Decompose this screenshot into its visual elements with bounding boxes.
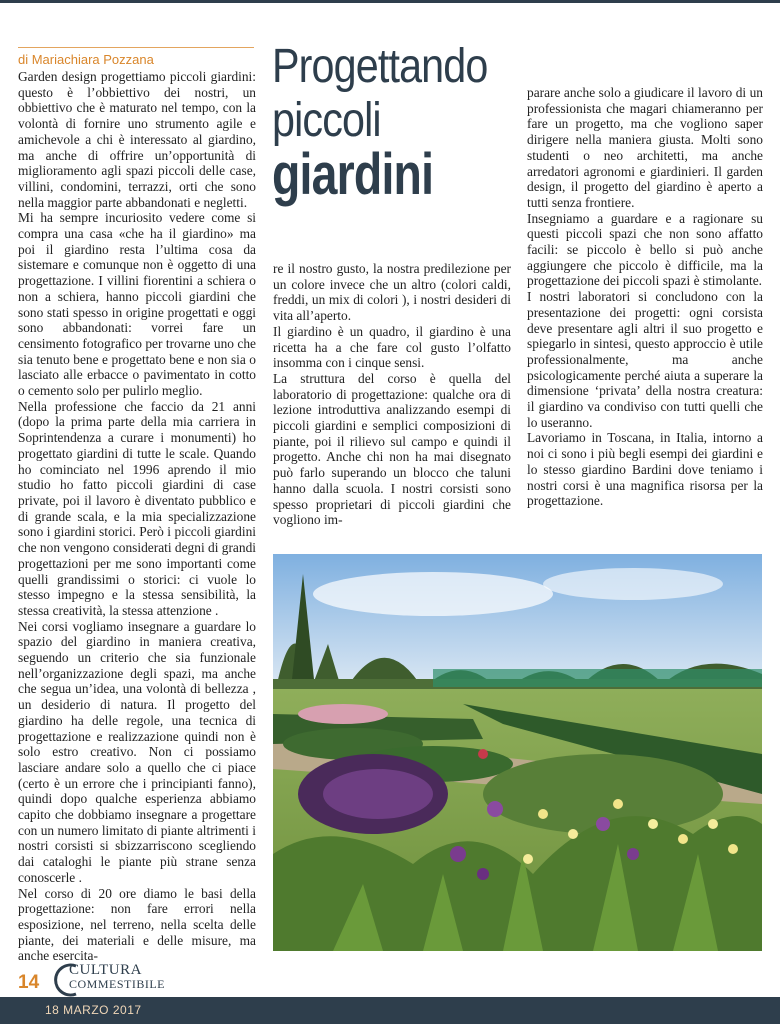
- paragraph: Nella professione che faccio da 21 anni (dopo la prima parte della mia carriera in Soprintendenza a curare i monumenti) ho progettato giardini di tutte le scale. Quando ho cominciato nel 1996 aprendo il mio studio ho fatto piccoli giardini di case private, poi il lavoro è diventato pubblico e di grande scala, e la mia specializzazione sono i giardini storici. Però i piccoli giardini che non vengono considerati degni di grandi progettazioni per me sono importanti come quelli grandissimi o storici: ci vuole lo stesso impegno e la stessa sensibilità, la stessa creatività, la stessa attenzione .: [18, 398, 256, 618]
- paragraph: Insegniamo a guardare e a ragionare su questi piccoli spazi che non sono affatto facili: se piccolo è bello si può anche aggiungere che piccolo è difficile, ma la progettazione dei piccoli spazi è stimolante.: [527, 210, 763, 289]
- title-line-2: piccoli: [272, 94, 381, 147]
- paragraph: Nel corso di 20 ore diamo le basi della progettazione: non fare errori nella esposizione, nel terreno, nella scelta delle piante, dei materiali e delle misure, ma anche esercita-: [18, 885, 256, 964]
- paragraph: Lavoriamo in Toscana, in Italia, intorno a noi ci sono i più begli esempi dei giardini e lo stesso giardino Bardini dove teniamo i nostri corsi è una magnifica risorsa per la progettazione.: [527, 430, 763, 509]
- logo-text-line-1: CULTURA: [69, 962, 142, 978]
- issue-date: 18 MARZO 2017: [45, 1003, 142, 1017]
- top-rule: [0, 0, 780, 3]
- text-column-1: [18, 69, 256, 964]
- paragraph: parare anche solo a giudicare il lavoro di un professionista che magari chiameranno per fare un progetto, ma che vogliono saper dirigere nella maniera giusta. Molti sono studenti o neo architetti, ma anche arredatori agronomi e giardinieri. Il garden design, il progetto del giardino è aperto a tutti senza frontiere.: [527, 85, 763, 210]
- author-byline: di Mariachiara Pozzana: [18, 47, 254, 67]
- title-line-1: Progettando: [272, 40, 488, 93]
- text-column-2: [273, 261, 511, 528]
- paragraph: La struttura del corso è quella del laboratorio di progettazione: qualche ora di lezione introduttiva analizzando esempi di piccoli giardini e semplici composizioni di piante, poi il rilievo sul campo e quindi il progetto. Anche chi non ha mai disegnato può farlo superando un blocco che taluni hanno dalla scuola. I nostri corsisti sono spesso proprietari di piccoli giardini che vogliono im-: [273, 370, 511, 528]
- page-number: 14: [18, 972, 40, 993]
- paragraph: re il nostro gusto, la nostra predilezione per un colore invece che un altro (colori caldi, freddi, un mix di colori ), i nostri desideri di vita all’aperto.: [273, 261, 511, 324]
- garden-photo: [273, 554, 762, 951]
- paragraph: I nostri laboratori si concludono con la presentazione dei progetti: ogni corsista deve presentare agli altri il suo progetto e spiegarlo in sintesi, questo approccio è utile professionalmente, ma anche psicologicamente perché aiuta a superare la dimensione ‘privata’ della nostra creatura: il giardino va condiviso con tutti quelli che lo useranno.: [527, 289, 763, 430]
- paragraph: Nei corsi vogliamo insegnare a guardare lo spazio del giardino in maniera creativa, seguendo un criterio che sia funzionale nell’organizzazione degli spazi, ma anche che segua un’idea, una volontà di bellezza , un desiderio di natura. Il progetto del giardino ha delle regole, una tecnica di progettazione e realizzazione quindi non è solo estro creativo. Non ci possiamo lasciare andare solo a quello che ci piace (certo è un errore che i principianti fanno), quindi dopo qualche esperienza abbiamo capito che dobbiamo insegnare a progettare con un numero limitato di piante altrimenti i nostri corsisti si sbizzarriscono scegliendo dai cataloghi le piante più strane senza conoscerle .: [18, 618, 256, 885]
- article-title: [272, 40, 522, 207]
- text-column-3: [527, 85, 763, 509]
- magazine-logo: [52, 960, 165, 1000]
- paragraph: Garden design progettiamo piccoli giardini: questo è l’obbiettivo dei nostri, un obbiettivo che è maturato nel tempo, con la volontà di fornire uno strumento agile e amichevole a chi è interessato al giardino, ma anche di offrire un’opportunità di miglioramento agli spazi piccoli delle case, villini, condomini, terrazzi, orti che sono nella maggior parte abbandonati e negletti.: [18, 69, 256, 210]
- title-line-3: giardini: [272, 142, 434, 207]
- paragraph: Il giardino è un quadro, il giardino è una ricetta ha a che fare col gusto l’olfatto insomma con i cinque sensi.: [273, 323, 511, 371]
- paragraph: Mi ha sempre incuriosito vedere come si compra una casa «che ha il giardino» ma poi il giardino resta l’ultima cosa da sistemare e comunque non è oggetto di una progettazione. I villini fiorentini a schiera o non a schiera, hanno piccoli giardini che sono stati spesso in origine progettati e oggi sono abbandonati: vorrei fare un censimento fotografico per trovarne uno che sia tenuto bene e progettato bene e non sia o lasciato alle erbacce o pavimentato in cotto o cemento solo per pulirlo meglio.: [18, 210, 256, 399]
- logo-text-line-2: COMMESTIBILE: [69, 977, 165, 991]
